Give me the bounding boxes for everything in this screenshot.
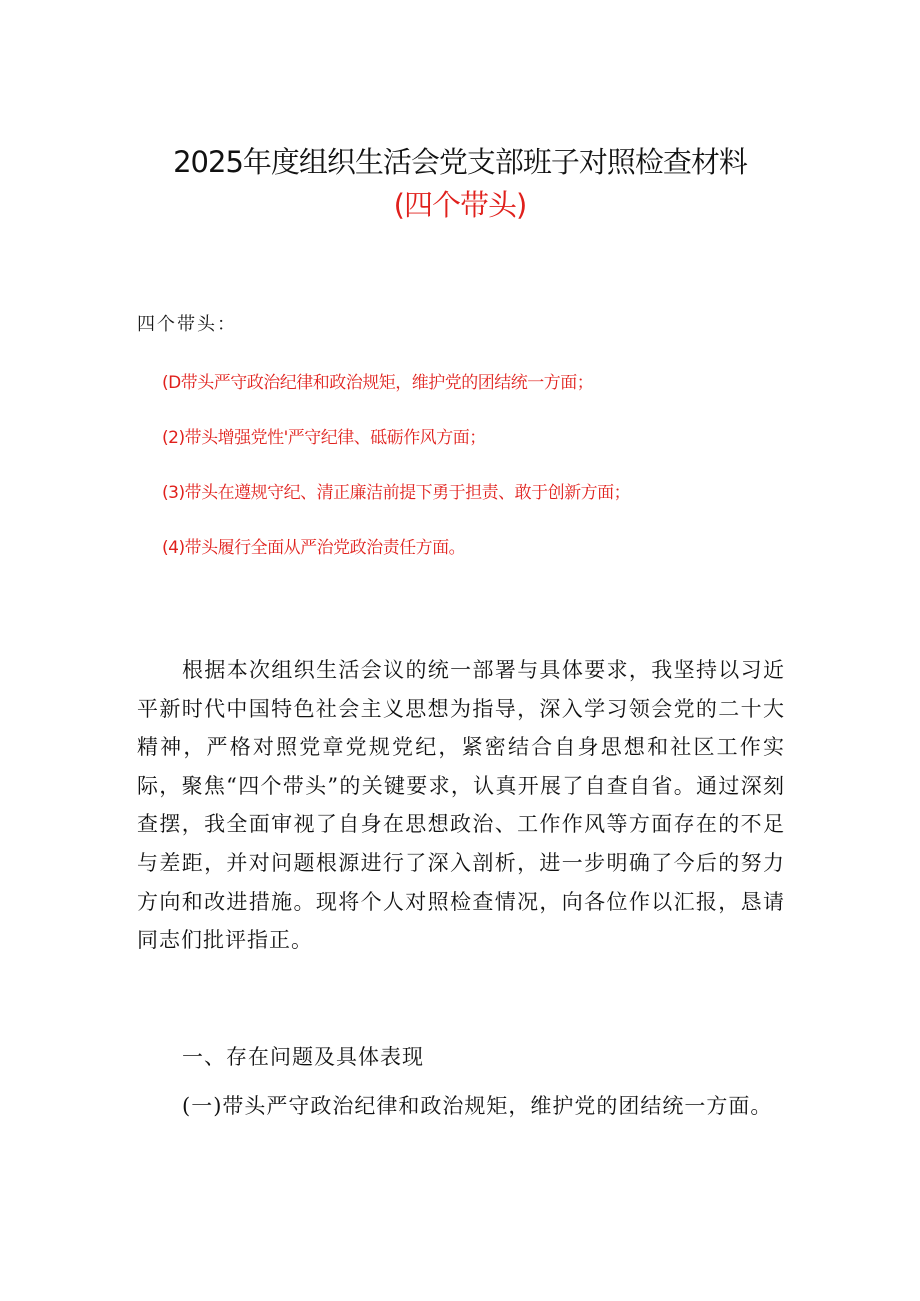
intro-paragraph: 根据本次组织生活会议的统一部署与具体要求，我坚持以习近平新时代中国特色社会主义思想为指导，深入学习领会党的二十大精神，严格对照党章党规党纪，紧密结合自身思想和社区工作实际，聚焦“四个带头”的关键要求，认真开展了自查自省。通过深刻查摆，我全面审视了自身在思想政治、工作作风等方面存在的不足与差距，并对问题根源进行了深入剖析，进一步明确了今后的努力方向和改进措施。现将个人对照检查情况，向各位作以汇报，恳请同志们批评指正。 bbox=[137, 658, 785, 953]
subsection-heading: (一)带头严守政治纪律和政治规矩，维护党的团结统一方面。 bbox=[182, 1094, 773, 1118]
document-subtitle: (四个带头) bbox=[393, 188, 527, 222]
four-heads-item: (D带头严守政治纪律和政治规矩，维护党的团结统一方面； bbox=[162, 373, 594, 393]
section-heading: 一、存在问题及具体表现 bbox=[182, 1045, 424, 1069]
document-title: 2025年度组织生活会党支部班子对照检查材料 bbox=[173, 145, 747, 179]
four-heads-item: (4)带头履行全面从严治党政治责任方面。 bbox=[162, 538, 466, 558]
four-heads-item: (3)带头在遵规守纪、清正廉洁前提下勇于担责、敢于创新方面； bbox=[162, 483, 631, 503]
four-heads-label: 四个带头： bbox=[137, 314, 237, 335]
four-heads-item: (2)带头增强党性'严守纪律、砥砺作风方面； bbox=[162, 428, 486, 448]
